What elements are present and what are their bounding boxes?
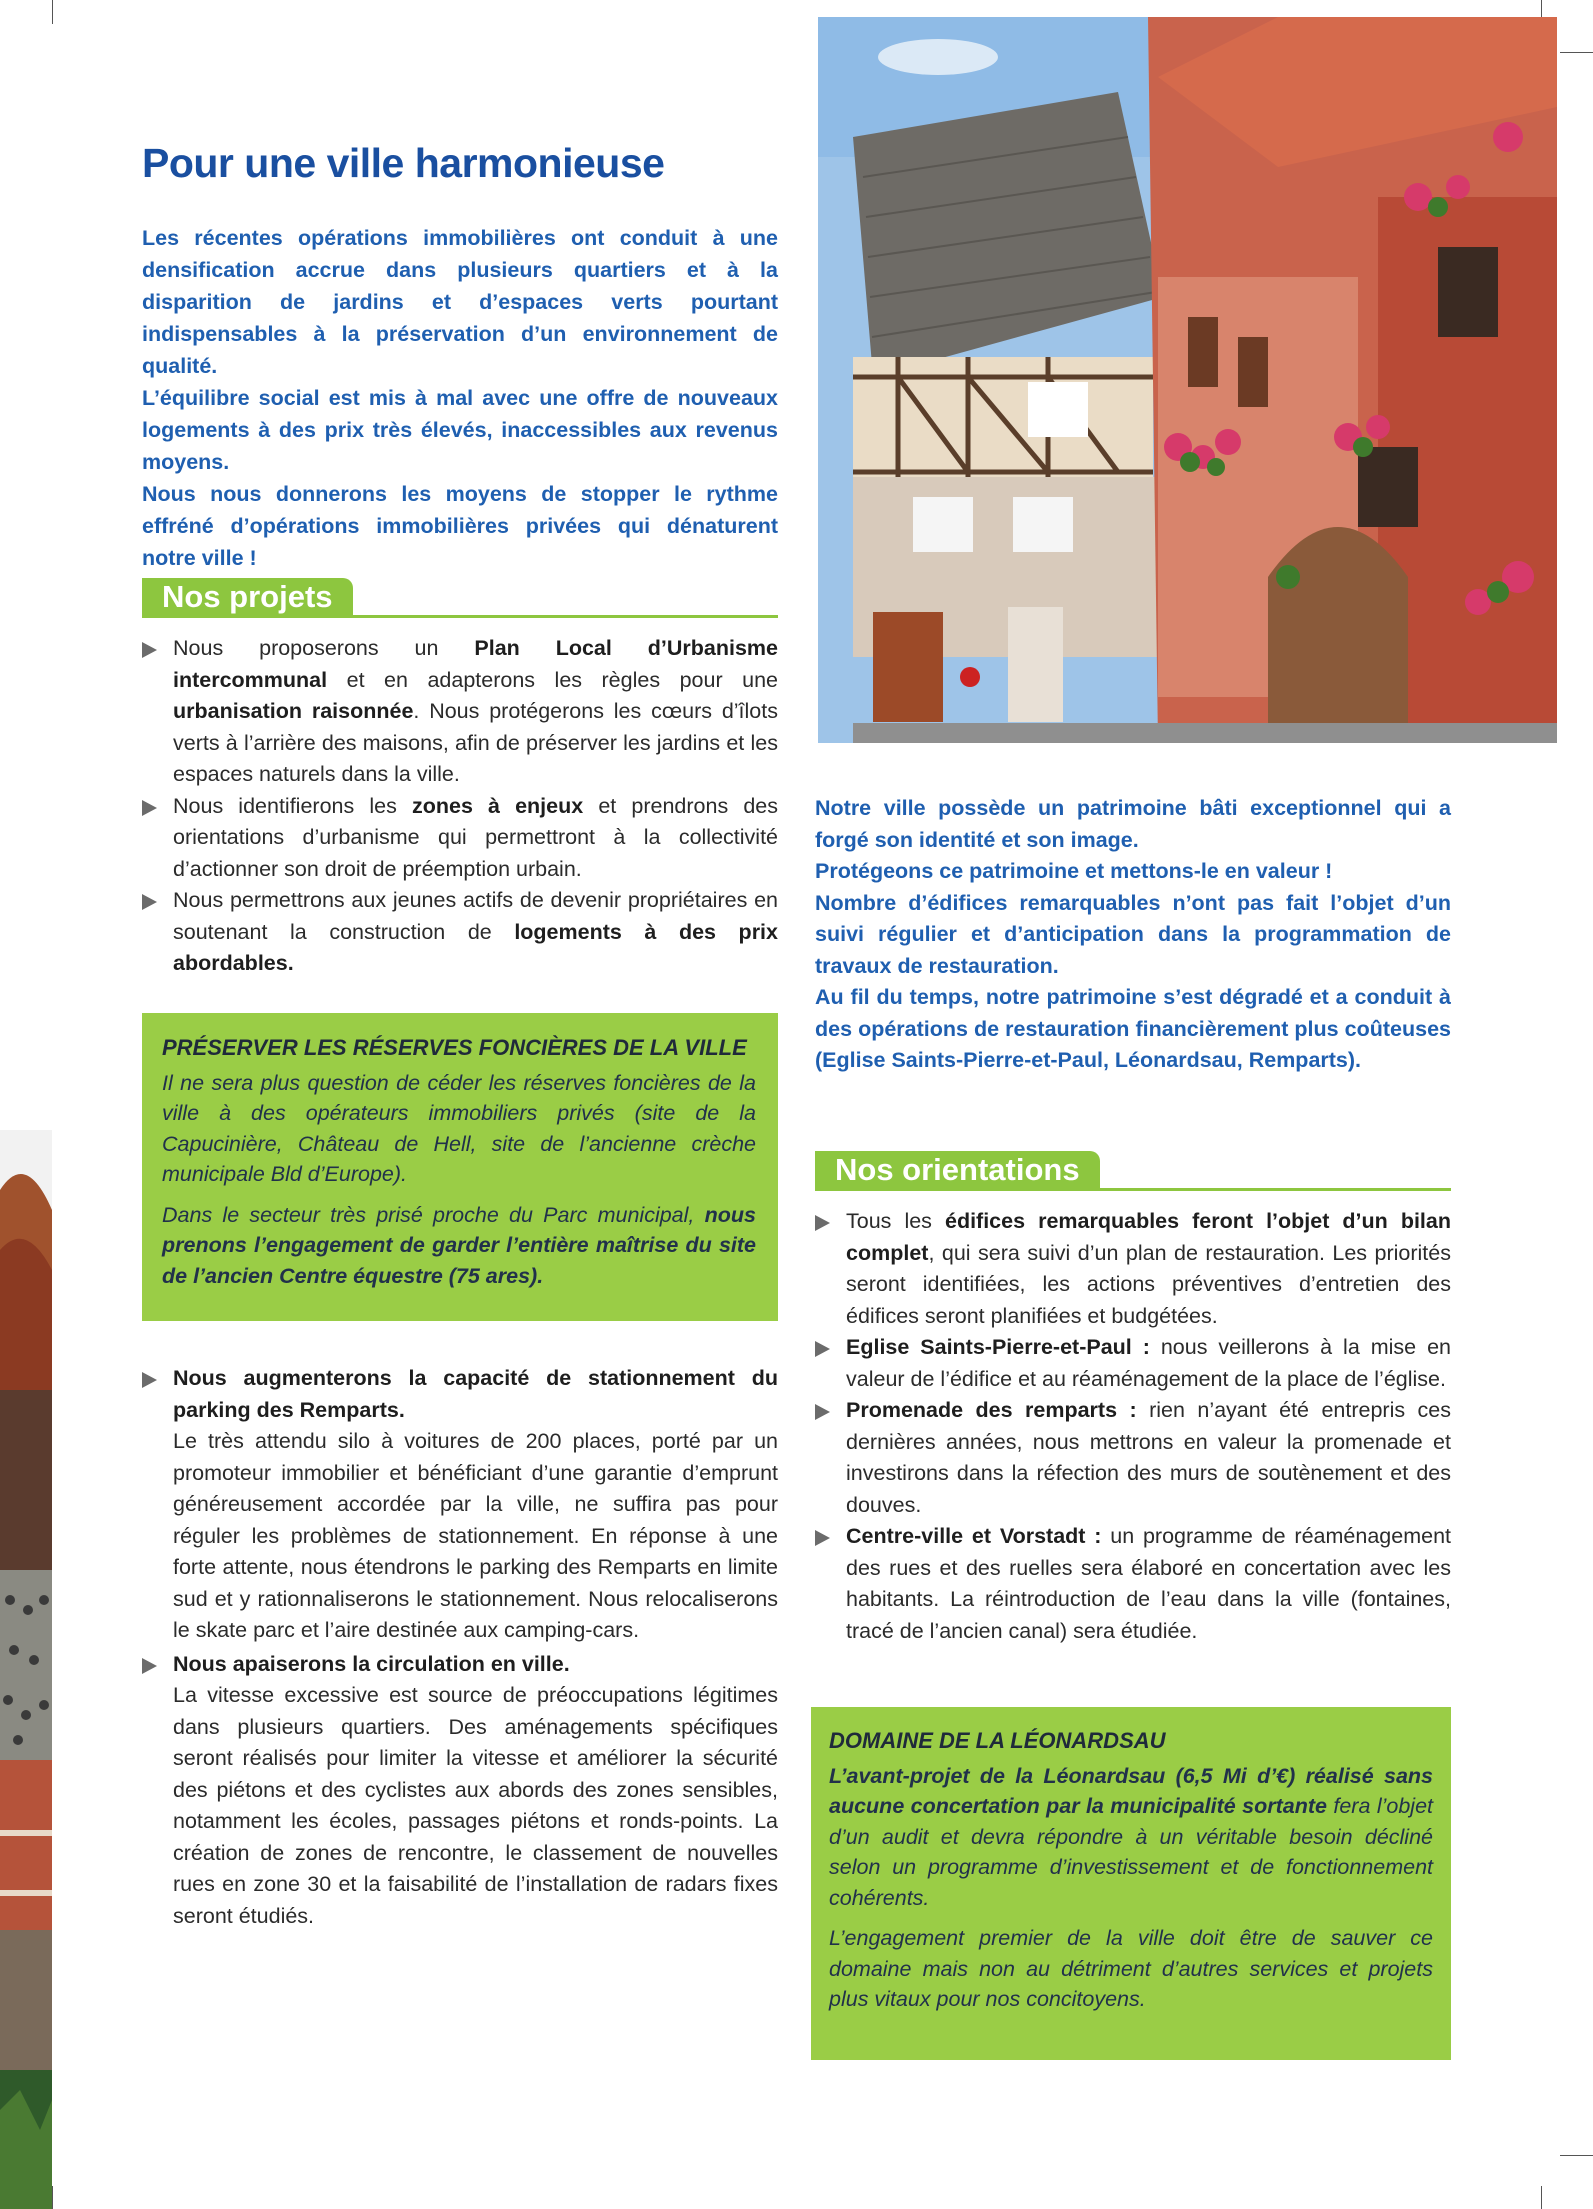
section-heading-projets — [142, 578, 778, 618]
bullet-arrow-icon — [142, 642, 157, 658]
crop-mark — [1541, 2186, 1542, 2209]
patrimoine-paragraph: Au fil du temps, notre patrimoine s’est dégradé et a conduit à des opérations de restauration financièrement plus coûteuses (Eglise Saints-Pierre-et-Paul, Léonardsau, Remparts). — [815, 985, 1451, 1072]
section-heading-label: Nos orientations — [815, 1151, 1100, 1189]
section-rule — [142, 615, 778, 618]
street-photo — [818, 17, 1557, 743]
patrimoine-paragraph: Notre ville possède un patrimoine bâti exceptionnel qui a forgé son identité et son image. — [815, 796, 1451, 852]
bullet-arrow-icon — [815, 1215, 830, 1231]
crop-mark — [1560, 52, 1593, 53]
box-paragraph: Dans le secteur très prisé proche du Parc municipal, nous prenons l’engagement de garder l’entière maîtrise du site de l’ancien Centre équestre (75 ares). — [162, 1202, 756, 1288]
bullet-arrow-icon — [142, 894, 157, 910]
box-paragraph: Il ne sera plus question de céder les réserves foncières de la ville à des opérateurs immobiliers privés (site de la Capucinière, Château de Hell, site de l’ancienne crèche municipale Bld d’Europe). — [162, 1070, 756, 1186]
patrimoine-paragraph: Nombre d’édifices remarquables n’ont pas fait l’objet d’un suivi régulier et d’anticipation dans la programmation de travaux de restauration. — [815, 890, 1451, 978]
decorative-photo-strip — [0, 1130, 52, 2209]
stationnement-list — [142, 1363, 778, 1932]
intro-paragraph: Les récentes opérations immobilières ont conduit à une densification accrue dans plusieurs quartiers et à la disparition de jardins et d’espaces verts pourtant indispensables à la préservation d’un environnement de qualité. — [142, 226, 778, 378]
section-heading-label: Nos projets — [142, 578, 353, 616]
bullet-arrow-icon — [815, 1341, 830, 1357]
list-item: Nous augmenterons la capacité de stationnement du parking des Remparts. Le très attendu silo à voitures de 200 places, porté par un promoteur immobilier et bénéficiant d’une garantie d’emprunt généreusement accordée par la ville, ne suffira pas pour réguler les problèmes de stationnement. En réponse à une forte attente, nous étendrons le parking des Remparts en limite sud et y rationnaliserons le stationnement. Nous relocaliserons le skate parc et l’aire destinée aux camping-cars. — [142, 1363, 778, 1647]
list-item: Nous proposerons un Plan Local d’Urbanisme intercommunal et en adapterons les règles pour une urbanisation raisonnée. Nous protégerons les cœurs d’îlots verts à l’arrière des maisons, afin de préserver les jardins et les espaces naturels dans la ville. — [142, 633, 778, 791]
box-title: DOMAINE DE LA LÉONARDSAU — [829, 1728, 1166, 1753]
crop-mark — [1560, 2155, 1593, 2156]
box-paragraph: L’avant-projet de la Léonardsau (6,5 Mi d’€) réalisé sans aucune concertation par la municipalité sortante fera l’objet d’un audit et devra répondre à un véritable besoin décliné selon un programme d’investissement et de fonctionnement cohérents. — [829, 1763, 1433, 1910]
box-paragraph: L’engagement premier de la ville doit être de sauver ce domaine mais non au détriment d’autres services et projets plus vitaux pour nos concitoyens. — [829, 1926, 1433, 2011]
bullet-arrow-icon — [142, 800, 157, 816]
intro-paragraph: Nous nous donnerons les moyens de stopper le rythme effréné d’opérations immobilières privées qui dénaturent notre ville ! — [142, 482, 778, 570]
list-item: Nous apaiserons la circulation en ville. La vitesse excessive est source de préoccupations légitimes dans plusieurs quartiers. Des aménagements spécifiques seront réalisés pour limiter la vitesse et améliorer la sécurité des piétons et des cyclistes aux abords des zones sensibles, notamment les écoles, passages piétons et ronds-points. La création de zones de rencontre, le classement de nouvelles rues en zone 30 et la faisabilité de l’installation de radars fixes seront étudiés. — [142, 1649, 778, 1933]
box-title: PRÉSERVER LES RÉSERVES FONCIÈRES DE LA VILLE — [162, 1035, 747, 1060]
section-rule — [815, 1188, 1451, 1191]
list-item: Promenade des remparts : rien n’ayant été entrepris ces dernières années, nous mettrons en valeur la promenade et investirons dans la réfection des murs de soutènement et des douves. — [815, 1395, 1451, 1521]
bullet-arrow-icon — [815, 1404, 830, 1420]
bullet-arrow-icon — [815, 1530, 830, 1546]
page-title: Pour une ville harmonieuse — [142, 140, 665, 186]
crop-mark — [52, 2186, 53, 2209]
list-item: Centre-ville et Vorstadt : un programme de réaménagement des rues et des ruelles sera élaboré en concertation avec les habitants. La réintroduction de l’eau dans la ville (fontaines, tracé de l’ancien canal) sera étudiée. — [815, 1521, 1451, 1647]
patrimoine-text — [815, 793, 1451, 1077]
list-item: Nous permettrons aux jeunes actifs de devenir propriétaires en soutenant la construction de logements à des prix abordables. — [142, 885, 778, 980]
orientations-list — [815, 1206, 1451, 1647]
patrimoine-paragraph: Protégeons ce patrimoine et mettons-le en valeur ! — [815, 859, 1333, 883]
crop-mark — [52, 0, 53, 24]
leonardsau-box — [811, 1707, 1451, 2060]
reserves-box — [142, 1013, 778, 1321]
list-item: Tous les édifices remarquables feront l’objet d’un bilan complet, qui sera suivi d’un plan de restauration. Les priorités seront identifiées, les actions préventives d’entretien des édifices seront planifiées et budgétées. — [815, 1206, 1451, 1332]
section-heading-orientations — [815, 1151, 1451, 1191]
bullet-arrow-icon — [142, 1372, 157, 1388]
projets-list — [142, 633, 778, 980]
list-item: Eglise Saints-Pierre-et-Paul : nous veillerons à la mise en valeur de l’édifice et au réaménagement de la place de l’église. — [815, 1332, 1451, 1395]
intro-paragraph: L’équilibre social est mis à mal avec une offre de nouveaux logements à des prix très élevés, inaccessibles aux revenus moyens. — [142, 386, 778, 474]
intro-text — [142, 222, 778, 574]
list-item: Nous identifierons les zones à enjeux et prendrons des orientations d’urbanisme qui permettront à la collectivité d’actionner son droit de préemption urbain. — [142, 791, 778, 886]
bullet-arrow-icon — [142, 1658, 157, 1674]
